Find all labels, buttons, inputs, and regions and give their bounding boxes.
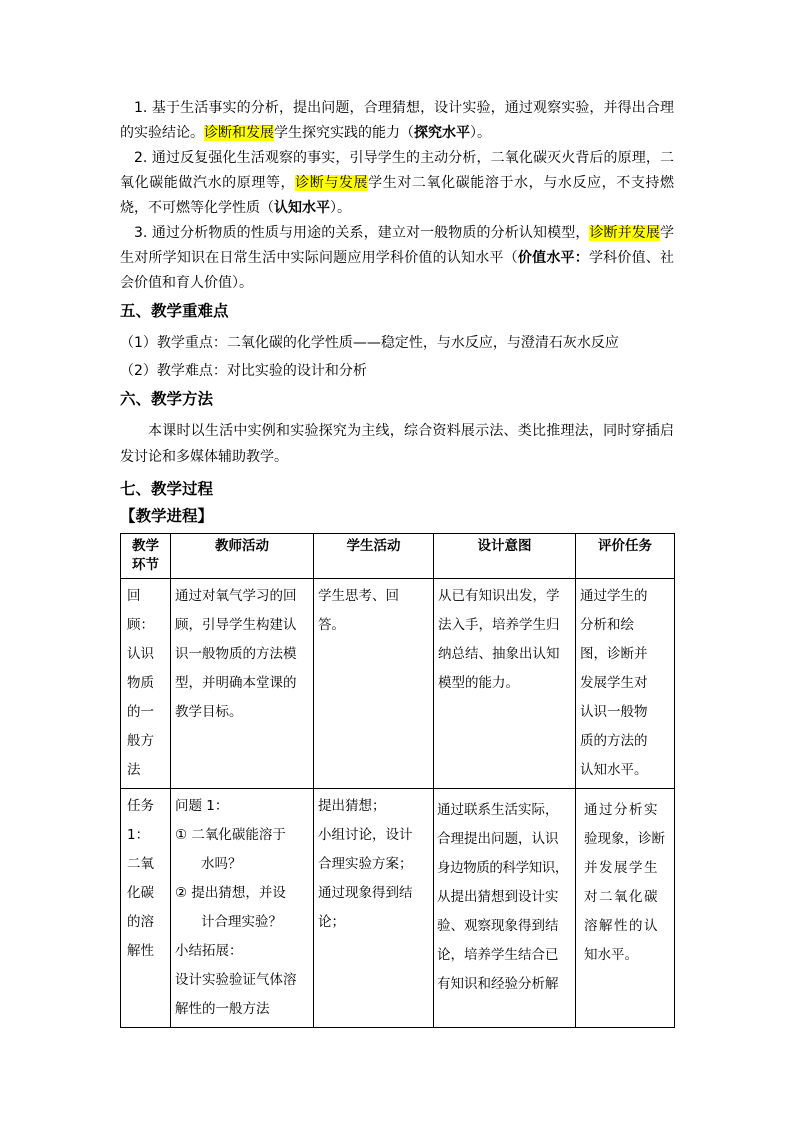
goal-3-text-2: 学生对所学知识在日常生活中实际问题应用学科价值的认知水平（ xyxy=(120,225,675,266)
header-stage: 教学 环节 xyxy=(121,534,171,579)
key-point: （1）教学重点：二氧化碳的化学性质——稳定性，与水反应，与澄清石灰水反应 xyxy=(120,335,619,351)
goal-1-text: 1. 基于生活事实的分析，提出问题，合理猜想，设计实验，通过观察实验，并得出合理的实验结论。 xyxy=(120,100,674,141)
row-1-student: 学生思考、回 答。 xyxy=(314,579,434,789)
table-header-row xyxy=(121,534,675,579)
goal-2-text-2: 学生对二氧化碳能溶于水，与水反应，不支持燃烧，不可燃等化学性质（ xyxy=(120,175,675,216)
header-student-activity: 学生活动 xyxy=(314,534,434,579)
goal-3-highlight: 诊断并发展 xyxy=(589,225,661,241)
goal-1-highlight: 诊断和发展 xyxy=(204,125,274,141)
table-row xyxy=(121,579,675,789)
teaching-process-table xyxy=(120,533,675,1028)
section-7-heading: 七、教学过程 xyxy=(120,480,214,498)
row-1-design: 从已有知识出发，学 法入手，培养学生归 纳总结、抽象出认知 模型的能力。 xyxy=(434,579,576,789)
teaching-method-text: 本课时以生活中实例和实验探究为主线，综合资料展示法、类比推理法，同时穿插启发讨论和多媒体辅助教学。 xyxy=(120,423,674,465)
goal-3-level: 价值水平： xyxy=(517,250,589,266)
process-subheading: 【教学进程】 xyxy=(120,507,214,525)
goal-3-text: 3. 通过分析物质的性质与用途的关系，建立对一般物质的分析认知模型， xyxy=(134,225,590,241)
goal-1-text-2: 学生探究实践的能力（ xyxy=(274,125,414,141)
section-6-heading: 六、教学方法 xyxy=(120,390,214,408)
row-2-teacher: 问题 1： ① 二氧化碳能溶于 水吗？ ② 提出猜想，并设 计合理实验？ 小结拓展： 设计实验验证气体溶 解性的一般方法 xyxy=(171,789,314,1028)
table-row xyxy=(121,789,675,1028)
goal-1-level: 探究水平 xyxy=(414,125,470,141)
header-evaluation-task: 评价任务 xyxy=(576,534,675,579)
row-1-stage: 回 顾： 认识 物质 的一 般方 法 xyxy=(121,579,171,789)
row-1-evaluation: 通过学生的 分析和绘 图，诊断并 发展学生对 认识一般物 质的方法的 认知水平。 xyxy=(576,579,675,789)
section-5-heading: 五、教学重难点 xyxy=(120,302,229,320)
header-teacher-activity: 教师活动 xyxy=(171,534,314,579)
row-2-design: 通过联系生活实际， 合理提出问题，认识 身边物质的科学知识， 从提出猜想到设计实 验、观察现象得到结 论，培养学生结合已 有知识和经验分析解 xyxy=(434,789,576,1028)
difficulty-point: （2）教学难点：对比实验的设计和分析 xyxy=(120,363,367,379)
header-design-intent: 设计意图 xyxy=(434,534,576,579)
goal-2 xyxy=(120,146,674,221)
goal-2-highlight: 诊断与发展 xyxy=(295,175,369,191)
row-2-evaluation: 通过分析实 验现象，诊断 并发展学生 对二氧化碳 溶解性的认 知水平。 xyxy=(576,789,675,1028)
goal-3-end: 学科价值、社会价值和育人价值）。 xyxy=(120,250,675,291)
goal-1-end: ）。 xyxy=(470,125,491,141)
row-1-teacher: 通过对氧气学习的回 顾，引导学生构建认 识一般物质的方法模 型，并明确本堂课的 教学目标。 xyxy=(171,579,314,789)
goal-2-text: 2. 通过反复强化生活观察的事实，引导学生的主动分析，二氧化碳灭火背后的原理，二氧化碳能做汽水的原理等， xyxy=(120,150,674,191)
goal-2-level: 认知水平 xyxy=(274,200,330,216)
row-2-stage: 任务 1： 二氧 化碳 的溶 解性 xyxy=(121,789,171,1028)
goal-2-end: ）。 xyxy=(330,200,351,216)
goal-3 xyxy=(120,221,674,296)
goal-1 xyxy=(120,96,674,146)
page-content xyxy=(120,96,674,1028)
row-2-student: 提出猜想； 小组讨论，设计 合理实验方案； 通过现象得到结 论； xyxy=(314,789,434,1028)
